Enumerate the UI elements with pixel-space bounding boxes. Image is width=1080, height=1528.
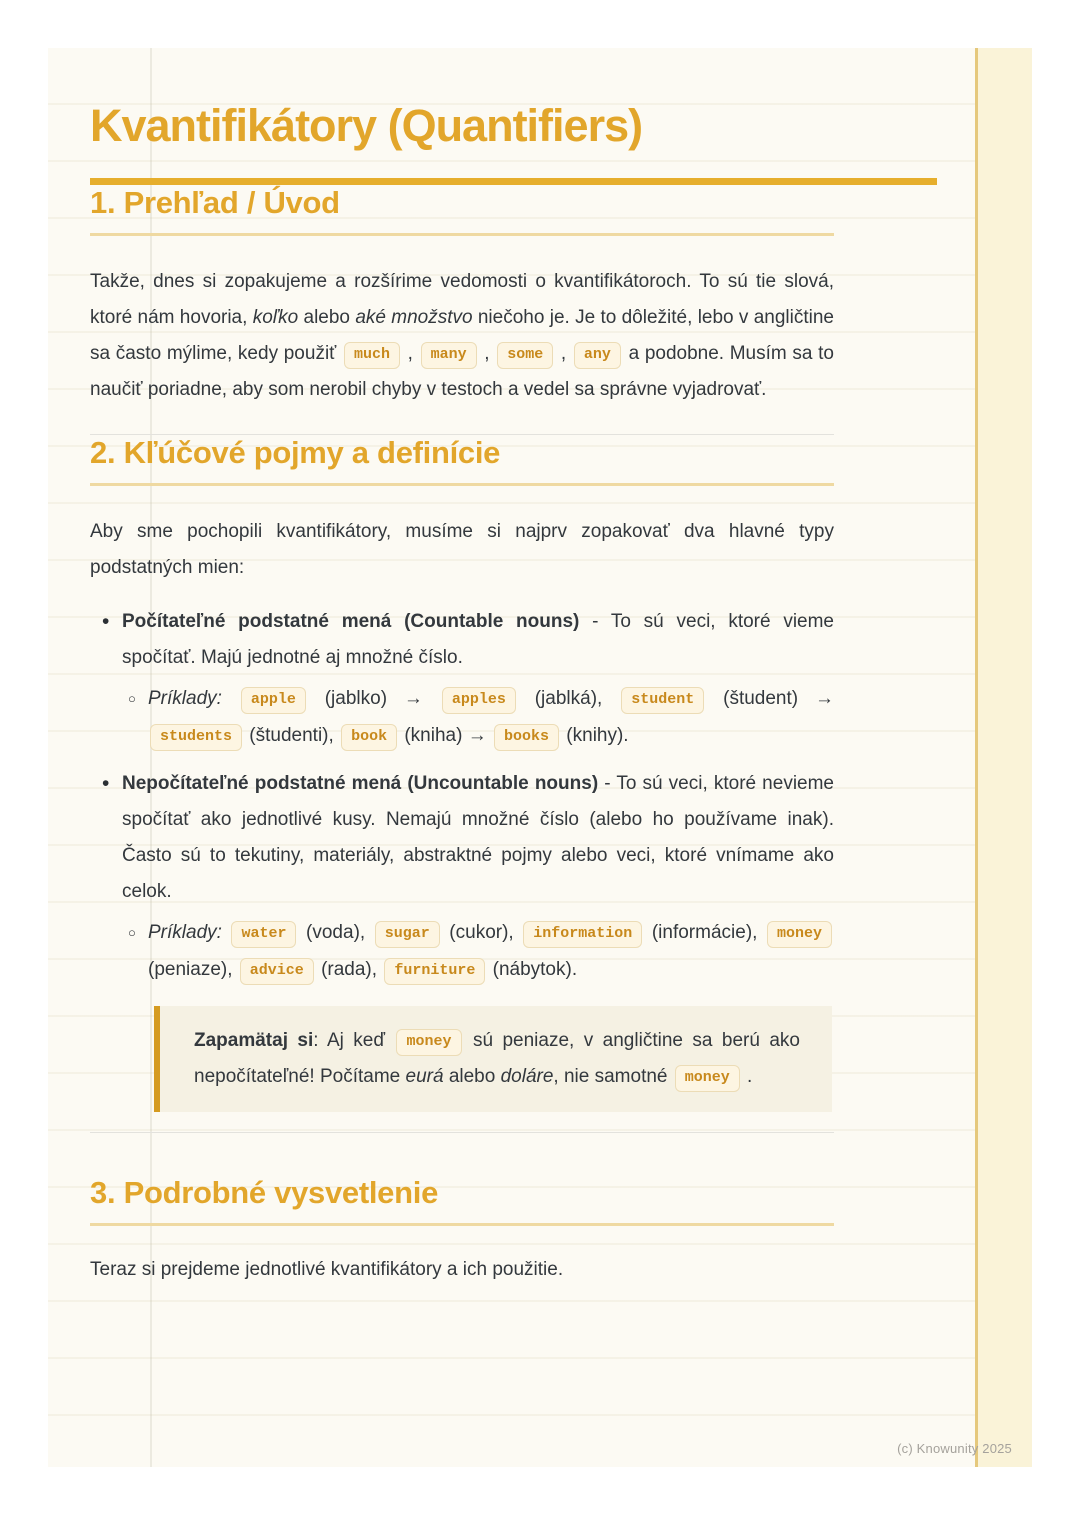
section-3-heading-underline <box>90 1223 834 1226</box>
text-run: (jablko) → <box>307 688 440 709</box>
text-run: sú peniaze, v angličtine sa berú ako nepočítateľné! Počítame <box>194 1030 801 1087</box>
italic-text: doláre <box>500 1066 554 1087</box>
text-run: , <box>401 343 419 364</box>
text-run: (cukor), <box>441 922 522 943</box>
section-1-heading-underline <box>90 233 834 236</box>
bullet-list <box>90 604 834 988</box>
document-title: Kvantifikátory (Quantifiers) <box>90 100 643 151</box>
italic-text: eurá <box>405 1066 444 1087</box>
sub-bullet-examples <box>90 914 834 988</box>
inline-code-chip: sugar <box>375 921 440 948</box>
text-run: (rada), <box>315 959 383 980</box>
section-3-heading: 3. Podrobné vysvetlenie <box>90 1175 439 1210</box>
bullet-dot-icon: • <box>102 610 110 633</box>
inline-code-chip: advice <box>240 958 314 985</box>
circle-bullet-icon: ○ <box>128 691 136 706</box>
sub-bullet-text <box>148 680 834 754</box>
bullet-item-uncountable <box>90 766 834 988</box>
sub-bullet-text <box>148 914 834 988</box>
bullet-text <box>122 766 834 910</box>
section-1-paragraph <box>90 264 834 408</box>
bullet-text <box>122 604 834 676</box>
bullet-dot-icon: • <box>102 772 110 795</box>
section-3-paragraph <box>90 1252 834 1288</box>
title-underline-rule <box>90 178 937 185</box>
section-overview <box>90 185 950 408</box>
text-run: alebo <box>443 1066 501 1087</box>
text-run: (študenti), <box>244 725 340 746</box>
text-run: alebo <box>298 307 356 328</box>
text-run: (peniaze), <box>148 959 238 980</box>
inline-code-chip: money <box>675 1065 740 1092</box>
text-run: a podobne. Musím sa to naučiť poriadne, aby som nerobil chyby v testoch a vedel sa správne vyjadrovať. <box>90 343 834 400</box>
inline-code-chip: students <box>150 724 242 751</box>
text-run: : Aj keď <box>313 1030 395 1051</box>
text-run: , <box>478 343 496 364</box>
bold-text: Nepočítateľné podstatné mená (Uncountable nouns) <box>122 773 599 794</box>
text-run: (študent) → <box>706 688 834 709</box>
footer-credit: (c) Knowunity 2025 <box>897 1441 1012 1456</box>
inline-code-chip: water <box>231 921 296 948</box>
circle-bullet-icon: ○ <box>128 925 136 940</box>
sub-bullet-examples <box>90 680 834 754</box>
inline-code-chip: book <box>341 724 397 751</box>
inline-code-chip: books <box>494 724 559 751</box>
inline-code-chip: furniture <box>384 958 485 985</box>
callout-note-box <box>154 1006 832 1112</box>
text-run: niečoho je. Je to dôležité, lebo v angličtine sa často mýlime, kedy použiť <box>90 307 834 364</box>
bullet-item-countable <box>90 604 834 754</box>
section-1-heading: 1. Prehľad / Úvod <box>90 185 340 220</box>
text-run: (nábytok). <box>487 959 578 980</box>
document-content <box>48 48 950 1288</box>
section-key-terms <box>90 435 950 1112</box>
inline-code-chip: apple <box>241 687 306 714</box>
section-2-heading-underline <box>90 483 834 486</box>
text-run: - To sú veci, ktoré nevieme spočítať ako jednotlivé kusy. Nemajú množné číslo (alebo ho používame inak). Často sú to tekutiny, materiály, abstraktné pojmy alebo veci, ktoré vnímame ako celok. <box>122 773 835 902</box>
text-run: , <box>555 343 572 364</box>
text-run: (jablká), <box>517 688 620 709</box>
inline-code-chip: many <box>421 342 477 369</box>
inline-code-chip: apples <box>442 687 516 714</box>
text-run: - To sú veci, ktoré vieme spočítať. Majú jednotné aj množné číslo. <box>122 611 835 668</box>
inline-code-chip: money <box>396 1029 461 1056</box>
text-run: . <box>741 1066 753 1087</box>
text-run: (voda), <box>298 922 373 943</box>
section-divider <box>90 1132 834 1133</box>
inline-code-chip: information <box>523 921 642 948</box>
italic-text: koľko <box>252 307 299 328</box>
italic-text: Príklady: <box>148 688 239 709</box>
text-run: (informácie), <box>644 922 765 943</box>
italic-text: Príklady: <box>148 922 230 943</box>
text-run: (kniha) → <box>399 725 492 746</box>
text-run: , nie samotné <box>553 1066 673 1087</box>
section-2-heading: 2. Kľúčové pojmy a definície <box>90 435 501 470</box>
section-detailed-explanation <box>90 1175 950 1288</box>
text-run: Takže, dnes si zopakujeme a rozšírime vedomosti o kvantifikátoroch. To sú tie slová, ktoré nám hovoria, <box>90 271 834 328</box>
inline-code-chip: much <box>344 342 400 369</box>
inline-code-chip: some <box>497 342 553 369</box>
text-run: Teraz si prejdeme jednotlivé kvantifikátory a ich použitie. <box>90 1259 564 1280</box>
section-2-intro <box>90 514 834 586</box>
inline-code-chip: student <box>621 687 704 714</box>
text-run: (knihy). <box>561 725 629 746</box>
bold-text: Počítateľné podstatné mená (Countable nouns) <box>122 611 580 632</box>
right-margin-strip <box>975 48 1032 1467</box>
page-sheet <box>48 48 1032 1467</box>
bold-text: Zapamätaj si <box>194 1030 314 1051</box>
inline-code-chip: money <box>767 921 832 948</box>
inline-code-chip: any <box>574 342 621 369</box>
italic-text: aké množstvo <box>355 307 473 328</box>
text-run: Aby sme pochopili kvantifikátory, musíme si najprv zopakovať dva hlavné typy podstatných mien: <box>90 521 834 578</box>
